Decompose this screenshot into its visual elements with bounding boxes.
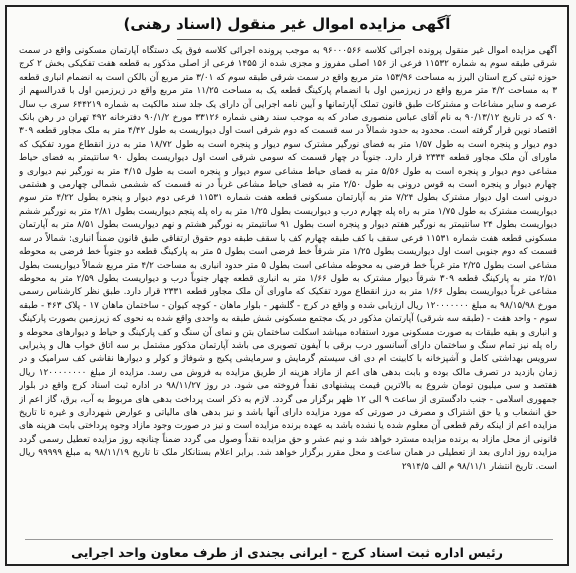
notice-body <box>19 45 557 531</box>
notice-body-paragraph: آگهی مزایده اموال غیر منقول پرونده اجرائی کلاسه ۹۶۰۰۰۵۶۶ به موجب پرونده اجرائی کلاسه فوق یک دستگاه آپارتمان مسکونی واقع در سمت شرقی طبقه سوم به شماره ۱۱۵۳۲ فرعی از ۱۵۶ اصلی مفروز و مجزی شده از ۱۴۵۵ فرعی از اصلی مذکور به قطعه هفت تفکیکی بخش ۲ کرج حوزه ثبتی کرج استان البرز به مساحت ۱۵۳/۹۶ متر مربع واقع در سمت شرقی طبقه سوم که ۳/۰۱ متر مربع آن بالکن است به انضمام انباری قطعه ۳ به مساحت ۴/۲ متر مربع واقع در زیرزمین اول با انضمام پارکینگ قطعه یک به مساحت ۱۱/۲۵ متر مربع واقع در زیرزمین اول با قدرالسهم از عرصه و سایر مشاعات و مشترکات طبق قانون تملک آپارتمانها و آیین نامه اجرایی آن دارای یک جلد سند مالکیت به شماره ۶۴۴۲۱۹ سری ب سال ۹۰ که در تاریخ ۹۰/۱۳/۱۲ به نام آقای عباس منصوری صادر که به موجب سند رهنی شماره ۳۳۱۲۶ مورخ ۹۰/۱/۲ دفترخانه ۴۹۲ تهران در رهن بانک اقتصاد نوین قرار گرفته است. محدود به حدود شمالاً در سه قسمت که دوم شرقی است اول دیواریست به طول ۴/۴۲ متر به ملک مجاور قطعه ۳۰۹ دوم دیوار و پنجره است به طول ۱/۵۷ متر به فضای نورگیر مشترک سوم دیوار و پنجره است به طول ۱۸/۷۲ متر به درز انقطاع مورد تفکیک که ماورای آن ملک مجاور قطعه ۲۳۳۴ قرار دارد. جنوباً در چهار قسمت که سومی شرقی است اول دیواریست بطول ۹۰ سانتیمتر به فضای حیاط مشاعی دوم دیوار و پنجره است به طول ۵/۵۶ متر به فضای حیاط مشاعی سوم دیوار و پنجره است به طول ۴/۱۵ متر به نورگیر نیم دیواری و چهارم دیوار و پنجره است به قوس درونی به طول ۲/۵۰ متر به فضای حیاط مشاعی غرباً در نه قسمت که ششمی شمالی چهارمی و هشتمی درونی است اول دیوار مشترک بطول ۷/۲۴ متر به آپارتمان مسکونی قطعه هفت شماره ۱۱۵۳۱ فرعی دوم دیوار و پنجره بطول ۴/۲۲ متر سوم دیواریست مشترک به طول ۱/۷۵ متر به راه پله چهارم درب و دیواریست بطول ۱/۲۵ متر به راه پله پنجم دیواریست بطول ۲/۸۱ متر به نورگیر ششم دیواریست بطول ۲۴ سانتیمتر به نورگیر هفتم دیوار و پنجره است بطول ۹۱ سانتیمتر به نورگیر هشتم و نهم دیواریست بطول ۸/۵۱ متر به آپارتمان مسکونی قطعه هفت شماره ۱۱۵۳۱ فرعی سقف با کف طبقه چهارم کف با سقف طبقه دوم حقوق ارتفاقی طبق قانون ضمناً انباری: شمالاً در سه قسمت که دوم جنوبی است اول دیواریست بطول ۱/۲۵ متر شرقاً خط فرضی است بطول ۵ متر به پارکینگ قطعه دو جنوباً خط فرضی به محوطه مشاعی است بطول ۲/۲۵ متر غرباً خط فرضی به محوطه مشاعی است بطول ۵ متر حدود انباری به مساحت ۴/۲ متر مربع شمالاً دیواریست بطول ۲/۵۱ متر به پارکینگ قطعه ۳۰۹ شرقاً دیوار مشترک به طول ۱/۶۶ متر به انباری قطعه چهار جنوباً درب و دیواریست بطول ۲/۵۹ متر به محوطه مشاعی غرباً دیواریست بطول ۱/۶۶ متر به درز انقطاع مورد تفکیک که ماورای آن ملک مجاور قطعه ۲۳۳۱ قرار دارد. طبق نظر کارشناس رسمی مورخ ۹۸/۱۵/۹۸ به مبلغ ۱۲۰۰۰۰۰۰۰ ریال ارزیابی شده و واقع در کرج - گلشهر - بلوار ماهان - کوچه کیوان - ساختمان ماهان ۱۷ - پلاک ۴۶۳ - طبقه سوم - واحد هفت - (طبقه سه شرقی) آپارتمان مذکور در یک مجتمع مسکونی شش طبقه به واحدی واقع شده به نحوی که زیرزمین بصورت پارکینگ و انباری و بقیه طبقات به صورت مسکونی مورد استفاده میباشد اسکلت ساختمان بتن و نمای آن سنگ و کف پارکینگ و حیاط و دیوارهای محوطه و راه پله نیز تمام سنگ و ساختمان دارای آسانسور درب برقی با آیفون تصویری می باشد آپارتمان مذکور مشتمل بر سه اتاق خواب هال و پذیرایی سرویس بهداشتی کامل و آشپزخانه با کابینت ام دی اف سیستم گرمایش و سرمایشی پکیج و شوفاژ و کولر و دیوارها نقاشی کف سرامیک و در زمان بازدید در تصرف مالک بوده و بابت بدهی های اعم از مازاد هزینه از طریق مزایده به فروش می رسد. مزایده از مبلغ ۱۲۰۰۰۰۰۰۰۰ ریال هفتصد و سی میلیون تومان شروع به بالاترین قیمت پیشنهادی نقداً فروخته می شود. در روز ۹۸/۱۱/۲۷ در اداره ثبت اسناد کرج واقع در بلوار جمهوری اسلامی - جنب دادگستری از ساعت ۹ الی ۱۲ ظهر برگزار می گردد. لازم به ذکر است پرداخت بدهی های مربوط به آب، برق، گاز اعم از حق انشعاب و یا حق اشتراک و مصرف در صورتی که مورد مزایده دارای آنها باشد و نیز بدهی های مالیاتی و عوارض شهرداری و غیره تا تاریخ مزایده اعم از اینکه رقم قطعی آن معلوم شده یا نشده باشد به عهده برنده مزایده است و نیز در صورت وجود مازاد وجوه پرداختی بابت هزینه های قانونی از محل مازاد به برنده مزایده مسترد خواهد شد و نیم عشر و حق مزایده نقداً وصول می گردد ضمناً چنانچه روز مزایده تعطیل رسمی گردد مزایده روز اداری بعد از تعطیلی در همان ساعت و محل مقرر برگزار خواهد شد. برابر اعلام بستانکار ملک تا تاریخ ۹۸/۱۱/۱۹ به مبلغ ۹۹۹۹۹ ریال است. تاریخ انتشار ۹۸/۱۱/۱ م الف ۲۹۱۴/۵ <box>19 46 557 472</box>
notice-signature: رئیس اداره ثبت اسناد کرج - ایرانی بجندی از طرف معاون واحد اجرایی <box>71 545 503 560</box>
footer-divider <box>25 539 553 540</box>
title-underline <box>177 39 401 40</box>
notice-title: آگهی مزایده اموال غیر منقول (اسناد رهنی) <box>123 15 451 33</box>
notice-frame <box>5 5 569 566</box>
